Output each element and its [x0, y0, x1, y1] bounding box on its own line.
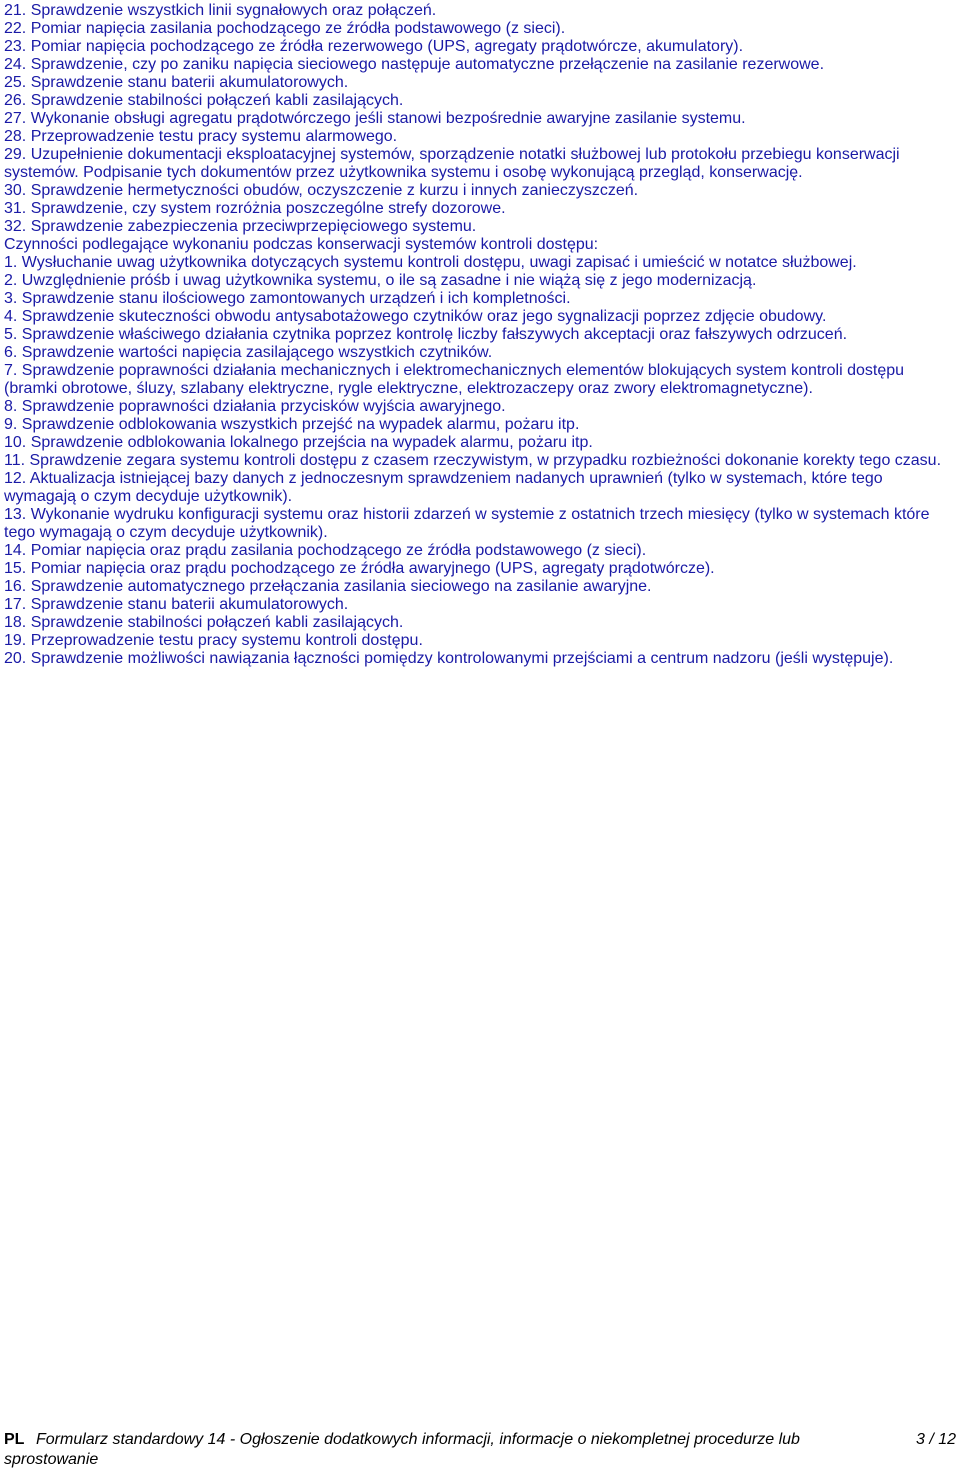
- list-item: 7. Sprawdzenie poprawności działania mechanicznych i elektromechanicznych elementów blokujących system kontroli dostępu (bramki obrotowe, śluzy, szlabany elektryczne, rygle elektryczne, elektrozaczepy oraz zwory elektromagnetyczne).: [4, 362, 905, 397]
- list-item: 21. Sprawdzenie wszystkich linii sygnałowych oraz połączeń.: [4, 2, 437, 19]
- list-item: 8. Sprawdzenie poprawności działania przycisków wyjścia awaryjnego.: [4, 398, 506, 415]
- list-item: 32. Sprawdzenie zabezpieczenia przeciwprzepięciowego systemu.: [4, 218, 477, 235]
- list-item: 19. Przeprowadzenie testu pracy systemu kontroli dostępu.: [4, 632, 423, 649]
- list-item: 4. Sprawdzenie skuteczności obwodu antysabotażowego czytników oraz jego sygnalizacji poprzez zdjęcie obudowy.: [4, 308, 827, 325]
- list-item: 13. Wykonanie wydruku konfiguracji systemu oraz historii zdarzeń w systemie z ostatnich trzech miesięcy (tylko w systemach które tego wymagają o czym decyduje użytkownik).: [4, 506, 930, 541]
- list-item: 1. Wysłuchanie uwag użytkownika dotyczących systemu kontroli dostępu, uwagi zapisać i umieścić w notatce służbowej.: [4, 254, 857, 271]
- list-item: 10. Sprawdzenie odblokowania lokalnego przejścia na wypadek alarmu, pożaru itp.: [4, 434, 593, 451]
- document-body: [4, 2, 956, 668]
- section-heading: Czynności podlegające wykonaniu podczas konserwacji systemów kontroli dostępu:: [4, 236, 599, 253]
- list-item: 22. Pomiar napięcia zasilania pochodzącego ze źródła podstawowego (z sieci).: [4, 20, 566, 37]
- list-item: 31. Sprawdzenie, czy system rozróżnia poszczególne strefy dozorowe.: [4, 200, 506, 217]
- form-title: Formularz standardowy 14 - Ogłoszenie dodatkowych informacji, informacje o niekompletnej procedurze lub sprostowanie: [4, 1431, 800, 1468]
- list-item: 20. Sprawdzenie możliwości nawiązania łączności pomiędzy kontrolowanymi przejściami a centrum nadzoru (jeśli występuje).: [4, 650, 894, 667]
- list-item: 6. Sprawdzenie wartości napięcia zasilającego wszystkich czytników.: [4, 344, 493, 361]
- list-item: 24. Sprawdzenie, czy po zaniku napięcia sieciowego następuje automatyczne przełączenie na zasilanie rezerwowe.: [4, 56, 825, 73]
- list-item: 2. Uwzględnienie próśb i uwag użytkownika systemu, o ile są zasadne i nie wiążą się z jego modernizacją.: [4, 272, 757, 289]
- list-item: 3. Sprawdzenie stanu ilościowego zamontowanych urządzeń i ich kompletności.: [4, 290, 571, 307]
- list-item: 30. Sprawdzenie hermetyczności obudów, oczyszczenie z kurzu i innych zanieczyszczeń.: [4, 182, 639, 199]
- list-item: 28. Przeprowadzenie testu pracy systemu alarmowego.: [4, 128, 398, 145]
- list-item: 17. Sprawdzenie stanu baterii akumulatorowych.: [4, 596, 349, 613]
- list-item: 9. Sprawdzenie odblokowania wszystkich przejść na wypadek alarmu, pożaru itp.: [4, 416, 580, 433]
- list-item: 29. Uzupełnienie dokumentacji eksploatacyjnej systemów, sporządzenie notatki służbowej lub protokołu przebiegu konserwacji systemów. Podpisanie tych dokumentów przez użytkownika systemu i osobę wykonującą przegląd, konserwację.: [4, 146, 900, 181]
- list-item: 18. Sprawdzenie stabilności połączeń kabli zasilających.: [4, 614, 404, 631]
- list-item: 11. Sprawdzenie zegara systemu kontroli dostępu z czasem rzeczywistym, w przypadku rozbieżności dokonanie korekty tego czasu.: [4, 452, 942, 469]
- list-item: 26. Sprawdzenie stabilności połączeń kabli zasilających.: [4, 92, 404, 109]
- list-item: 25. Sprawdzenie stanu baterii akumulatorowych.: [4, 74, 349, 91]
- page-number: 3 / 12: [915, 1431, 956, 1448]
- list-item: 16. Sprawdzenie automatycznego przełączania zasilania sieciowego na zasilanie awaryjne.: [4, 578, 652, 595]
- list-item: 15. Pomiar napięcia oraz prądu pochodzącego ze źródła awaryjnego (UPS, agregaty prądotwórcze).: [4, 560, 715, 577]
- list-item: 5. Sprawdzenie właściwego działania czytnika poprzez kontrolę liczby fałszywych akceptacji oraz fałszywych odrzuceń.: [4, 326, 848, 343]
- list-item: 27. Wykonanie obsługi agregatu prądotwórczego jeśli stanowi bezpośrednie awaryjne zasilanie systemu.: [4, 110, 746, 127]
- list-item: 14. Pomiar napięcia oraz prądu zasilania pochodzącego ze źródła podstawowego (z sieci).: [4, 542, 647, 559]
- language-code: PL: [4, 1431, 25, 1448]
- list-item: 12. Aktualizacja istniejącej bazy danych z jednoczesnym sprawdzeniem nadanych uprawnień (tylko w systemach, które tego wymagają o czym decyduje użytkownik).: [4, 470, 883, 505]
- list-item: 23. Pomiar napięcia pochodzącego ze źródła rezerwowego (UPS, agregaty prądotwórcze, akumulatory).: [4, 38, 744, 55]
